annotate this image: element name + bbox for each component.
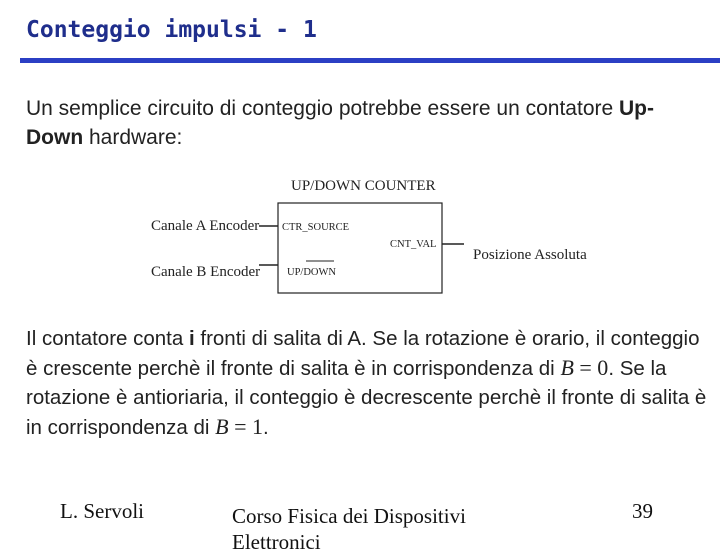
output-label: Posizione Assoluta (473, 247, 587, 263)
body-text-1: Il contatore conta (26, 327, 189, 350)
slide-title: Conteggio impulsi - 1 (26, 17, 317, 43)
footer-course: Corso Fisica dei Dispositivi Elettronici (232, 504, 466, 554)
math-equals-1: = 1 (228, 414, 264, 439)
math-var-b: B (560, 355, 574, 380)
body-bold-i: i (188, 327, 195, 350)
page-number: 39 (632, 499, 653, 523)
intro-paragraph (26, 94, 696, 152)
intro-text-before: Un semplice circuito di conteggio potrebbe essere un contatore (26, 97, 620, 120)
title-underline (20, 58, 720, 63)
pin-up-down: UP/DOWN (287, 267, 336, 278)
body-paragraph (26, 324, 710, 442)
footer-author: L. Servoli (60, 499, 144, 523)
input-b-label: Canale B Encoder (151, 264, 261, 280)
intro-bold-up-down: Up-Down (26, 97, 655, 149)
pin-cnt-val: CNT_VAL (390, 239, 437, 250)
math-equals-0: = 0 (573, 355, 609, 380)
math-var-b: B (215, 414, 229, 439)
math-b-equals-0 (560, 355, 608, 380)
block-title: UP/DOWN COUNTER (291, 178, 436, 194)
counter-block (278, 203, 442, 293)
body-text-4: . (263, 416, 269, 439)
body-text-2: fronti di salita di A. Se la rotazione è orario, il conteggio è crescente perchè il fronte di salita è in corrispondenza di (26, 327, 700, 380)
input-a-label: Canale A Encoder (151, 218, 260, 234)
math-b-equals-1 (215, 414, 263, 439)
pin-ctr-source: CTR_SOURCE (282, 222, 350, 233)
intro-text-after: hardware: (83, 126, 183, 149)
body-text-3: . Se la rotazione è antioriaria, il conteggio è decrescente perchè il fronte di salita è in corrispondenza di (26, 357, 707, 439)
